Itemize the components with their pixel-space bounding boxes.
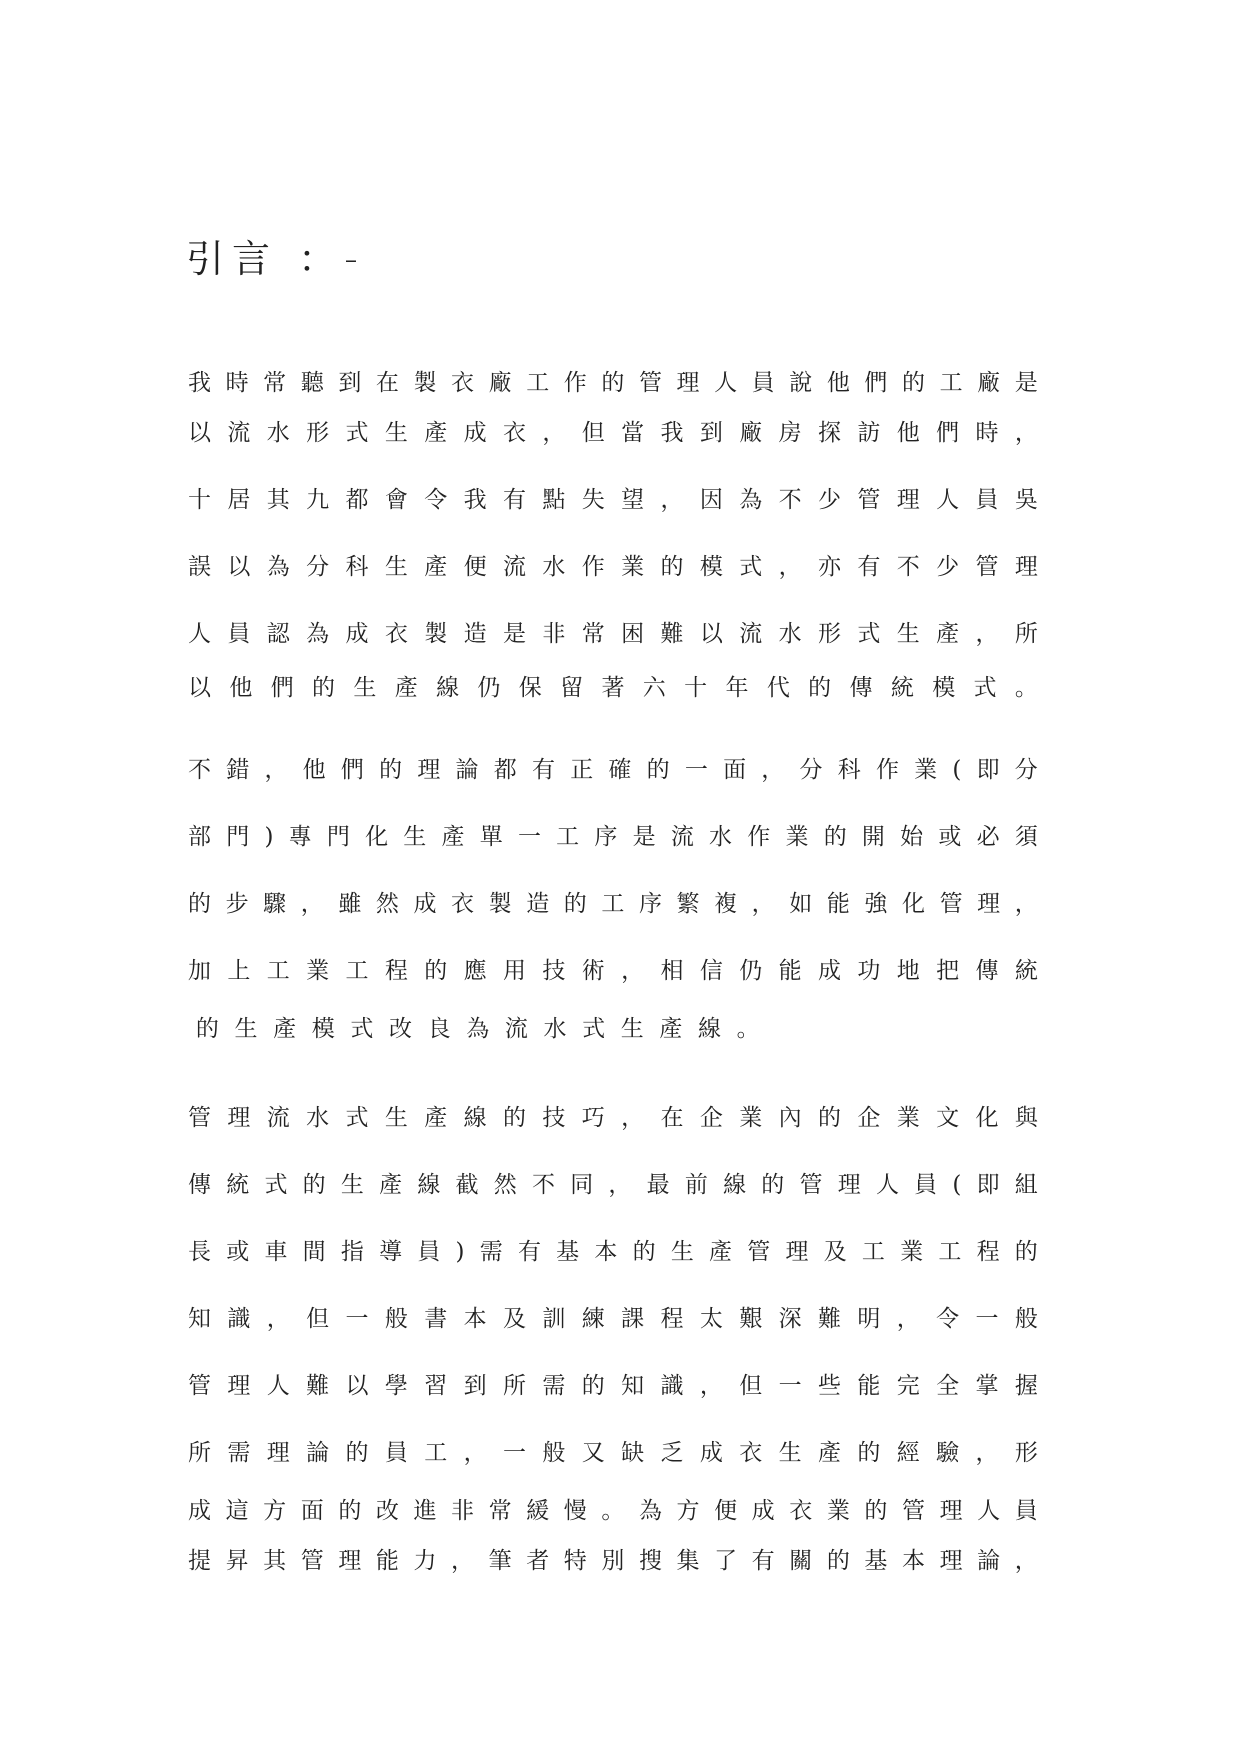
text-line: 以 他 們 的 生 產 線 仍 保 留 著 六 十 年 代 的 傳 統 模 式 。 [188, 675, 1038, 701]
text-line: 成 這 方 面 的 改 進 非 常 緩 慢 。 為 方 便 成 衣 業 的 管 理 人 員 [188, 1498, 1038, 1524]
text-line: 提 昇 其 管 理 能 力 ， 筆 者 特 別 搜 集 了 有 關 的 基 本 理 論 ， [188, 1548, 1038, 1574]
text-line: 人 員 認 為 成 衣 製 造 是 非 常 困 難 以 流 水 形 式 生 產 ， 所 [188, 621, 1038, 647]
text-line: 的 生 產 模 式 改 良 為 流 水 式 生 產 線 。 [195, 1016, 760, 1042]
text-line: 所 需 理 論 的 員 工 ， 一 般 又 缺 乏 成 衣 生 產 的 經 驗 ， 形 [188, 1440, 1038, 1466]
text-line: 知 識 ， 但 一 般 書 本 及 訓 練 課 程 太 艱 深 難 明 ， 令 一 般 [188, 1306, 1038, 1332]
text-line: 誤 以 為 分 科 生 產 便 流 水 作 業 的 模 式 ， 亦 有 不 少 管 理 [188, 554, 1038, 580]
text-line: 部 門 ) 專 門 化 生 產 單 一 工 序 是 流 水 作 業 的 開 始 或 必 須 [188, 824, 1038, 850]
section-heading: 引言 ：- [186, 237, 366, 281]
text-line: 管 理 人 難 以 學 習 到 所 需 的 知 識 ， 但 一 些 能 完 全 掌 握 [188, 1373, 1038, 1399]
text-line: 長 或 車 間 指 導 員 ) 需 有 基 本 的 生 產 管 理 及 工 業 工 程 的 [188, 1239, 1038, 1265]
text-line: 十 居 其 九 都 會 令 我 有 點 失 望 ， 因 為 不 少 管 理 人 員 吳 [188, 487, 1038, 513]
text-line: 管 理 流 水 式 生 產 線 的 技 巧 ， 在 企 業 內 的 企 業 文 化 與 [188, 1105, 1038, 1131]
text-line: 不 錯 ， 他 們 的 理 論 都 有 正 確 的 一 面 ， 分 科 作 業 ( 即 分 [188, 757, 1038, 783]
text-line: 以 流 水 形 式 生 產 成 衣 ， 但 當 我 到 廠 房 探 訪 他 們 時 ， [188, 420, 1038, 446]
text-line: 傳 統 式 的 生 產 線 截 然 不 同 ， 最 前 線 的 管 理 人 員 ( 即 組 [188, 1172, 1038, 1198]
text-line: 加 上 工 業 工 程 的 應 用 技 術 ， 相 信 仍 能 成 功 地 把 傳 統 [188, 958, 1038, 984]
text-line: 的 步 驟 ， 雖 然 成 衣 製 造 的 工 序 繁 複 ， 如 能 強 化 管 理 ， [188, 891, 1038, 917]
text-line: 我 時 常 聽 到 在 製 衣 廠 工 作 的 管 理 人 員 說 他 們 的 工 廠 是 [188, 370, 1038, 396]
